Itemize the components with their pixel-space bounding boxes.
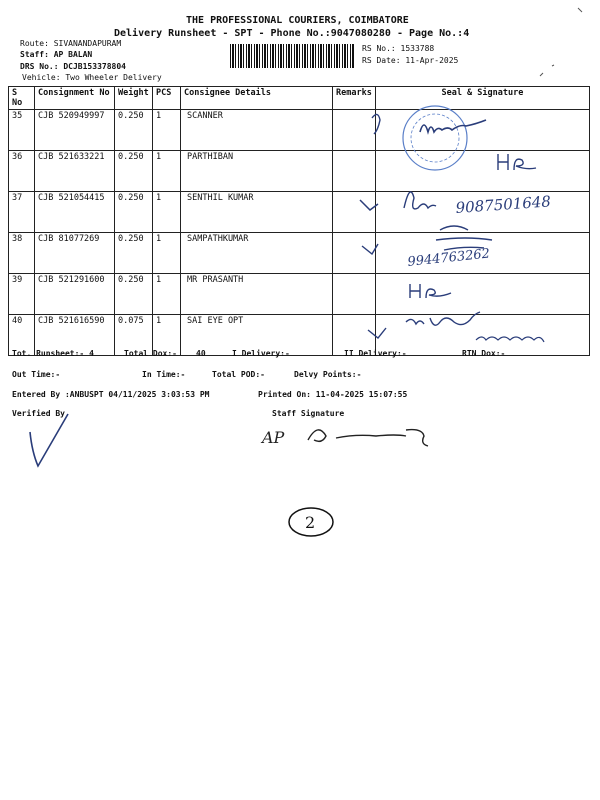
tick-mark [360,200,378,210]
cell-sno: 35 [9,110,35,151]
staff-signature-label: Staff Signature [272,409,345,418]
ii-delivery: II Delivery:- [344,349,407,358]
cell-pcs: 1 [153,274,181,315]
signature-stroke [406,312,480,325]
staff-sign-stroke [308,430,428,446]
cell-sno: 36 [9,151,35,192]
printed-on: Printed On: 11-04-2025 15:07:55 [258,390,408,399]
cell-consignee: SENTHIL KUMAR [181,192,333,233]
initials-stroke [498,154,536,170]
cell-sno: 37 [9,192,35,233]
cell-weight: 0.250 [115,192,153,233]
in-time: In Time:- [142,370,186,379]
col-pcs: PCS [153,87,181,110]
staff-text: Staff: AP BALAN [20,50,93,59]
tick-mark [368,328,386,338]
col-consignee: Consignee Details [181,87,333,110]
cell-consignment: CJB 521616590 [35,315,115,356]
out-time: Out Time:- [12,370,61,379]
cell-consignment: CJB 520949997 [35,110,115,151]
rtn-dox: RTN Dox:- [462,349,506,358]
handwritten-phone: 9087501648 [455,192,552,217]
signature-stroke [404,192,436,209]
cell-consignment: CJB 81077269 [35,233,115,274]
total-dox-value: 40 [196,349,206,358]
company-title: THE PROFESSIONAL COURIERS, COIMBATORE [186,15,409,26]
cell-sno: 40 [9,315,35,356]
col-weight: Weight [115,87,153,110]
i-delivery: I Delivery:- [232,349,290,358]
cell-sno: 39 [9,274,35,315]
cell-weight: 0.250 [115,110,153,151]
rs-date: RS Date: 11-Apr-2025 [362,56,459,65]
runsheet-subtitle: Delivery Runsheet - SPT - Phone No.:9047080280 - Page No.:4 [114,28,470,39]
cell-weight: 0.075 [115,315,153,356]
signature-stroke [476,337,544,342]
col-sno: S No [9,87,35,110]
cell-consignee: SAMPATHKUMAR [181,233,333,274]
tot-runsheet: Tot. Runsheet:- 4 [12,349,94,358]
verified-by-label: Verified By [12,409,65,418]
cell-consignee: SAI EYE OPT [181,315,333,356]
entered-by: Entered By :ANBUSPT 04/11/2025 3:03:53 PM [12,390,210,399]
total-dox-label: Total Dox:- [124,349,177,358]
cell-consignment: CJB 521291600 [35,274,115,315]
cell-weight: 0.250 [115,274,153,315]
corner-mark [540,65,554,76]
cell-pcs: 1 [153,192,181,233]
col-seal-signature: Seal & Signature [375,87,589,110]
delvy-points: Delvy Points:- [294,370,362,379]
vehicle-text: Vehicle: Two Wheeler Delivery [22,73,162,82]
cell-consignee: PARTHIBAN [181,151,333,192]
rs-number: RS No.: 1533788 [362,44,435,53]
cell-consignee: SCANNER [181,110,333,151]
tick-mark [372,114,380,134]
cell-consignment: CJB 521633221 [35,151,115,192]
route-text: Route: SIVANANDAPURAM [20,39,122,48]
corner-mark [578,8,582,12]
cell-weight: 0.250 [115,233,153,274]
cell-pcs: 1 [153,233,181,274]
cell-pcs: 1 [153,315,181,356]
col-consignment: Consignment No [35,87,115,110]
total-pod: Total POD:- [212,370,265,379]
cell-consignee: MR PRASANTH [181,274,333,315]
col-remarks: Remarks [333,87,376,110]
staff-sign-text: AP [262,428,285,447]
drs-text: DRS No.: DCJB153378804 [20,62,126,71]
page-number-text: 2 [305,513,316,532]
cell-weight: 0.250 [115,151,153,192]
tick-mark [362,244,378,254]
initials-stroke [410,284,451,298]
cell-pcs: 1 [153,110,181,151]
verified-tick [30,414,68,466]
seal-stamp [403,106,467,170]
handwritten-phone: 9944763262 [406,246,491,270]
cell-pcs: 1 [153,151,181,192]
cell-consignment: CJB 521054415 [35,192,115,233]
cell-sno: 38 [9,233,35,274]
